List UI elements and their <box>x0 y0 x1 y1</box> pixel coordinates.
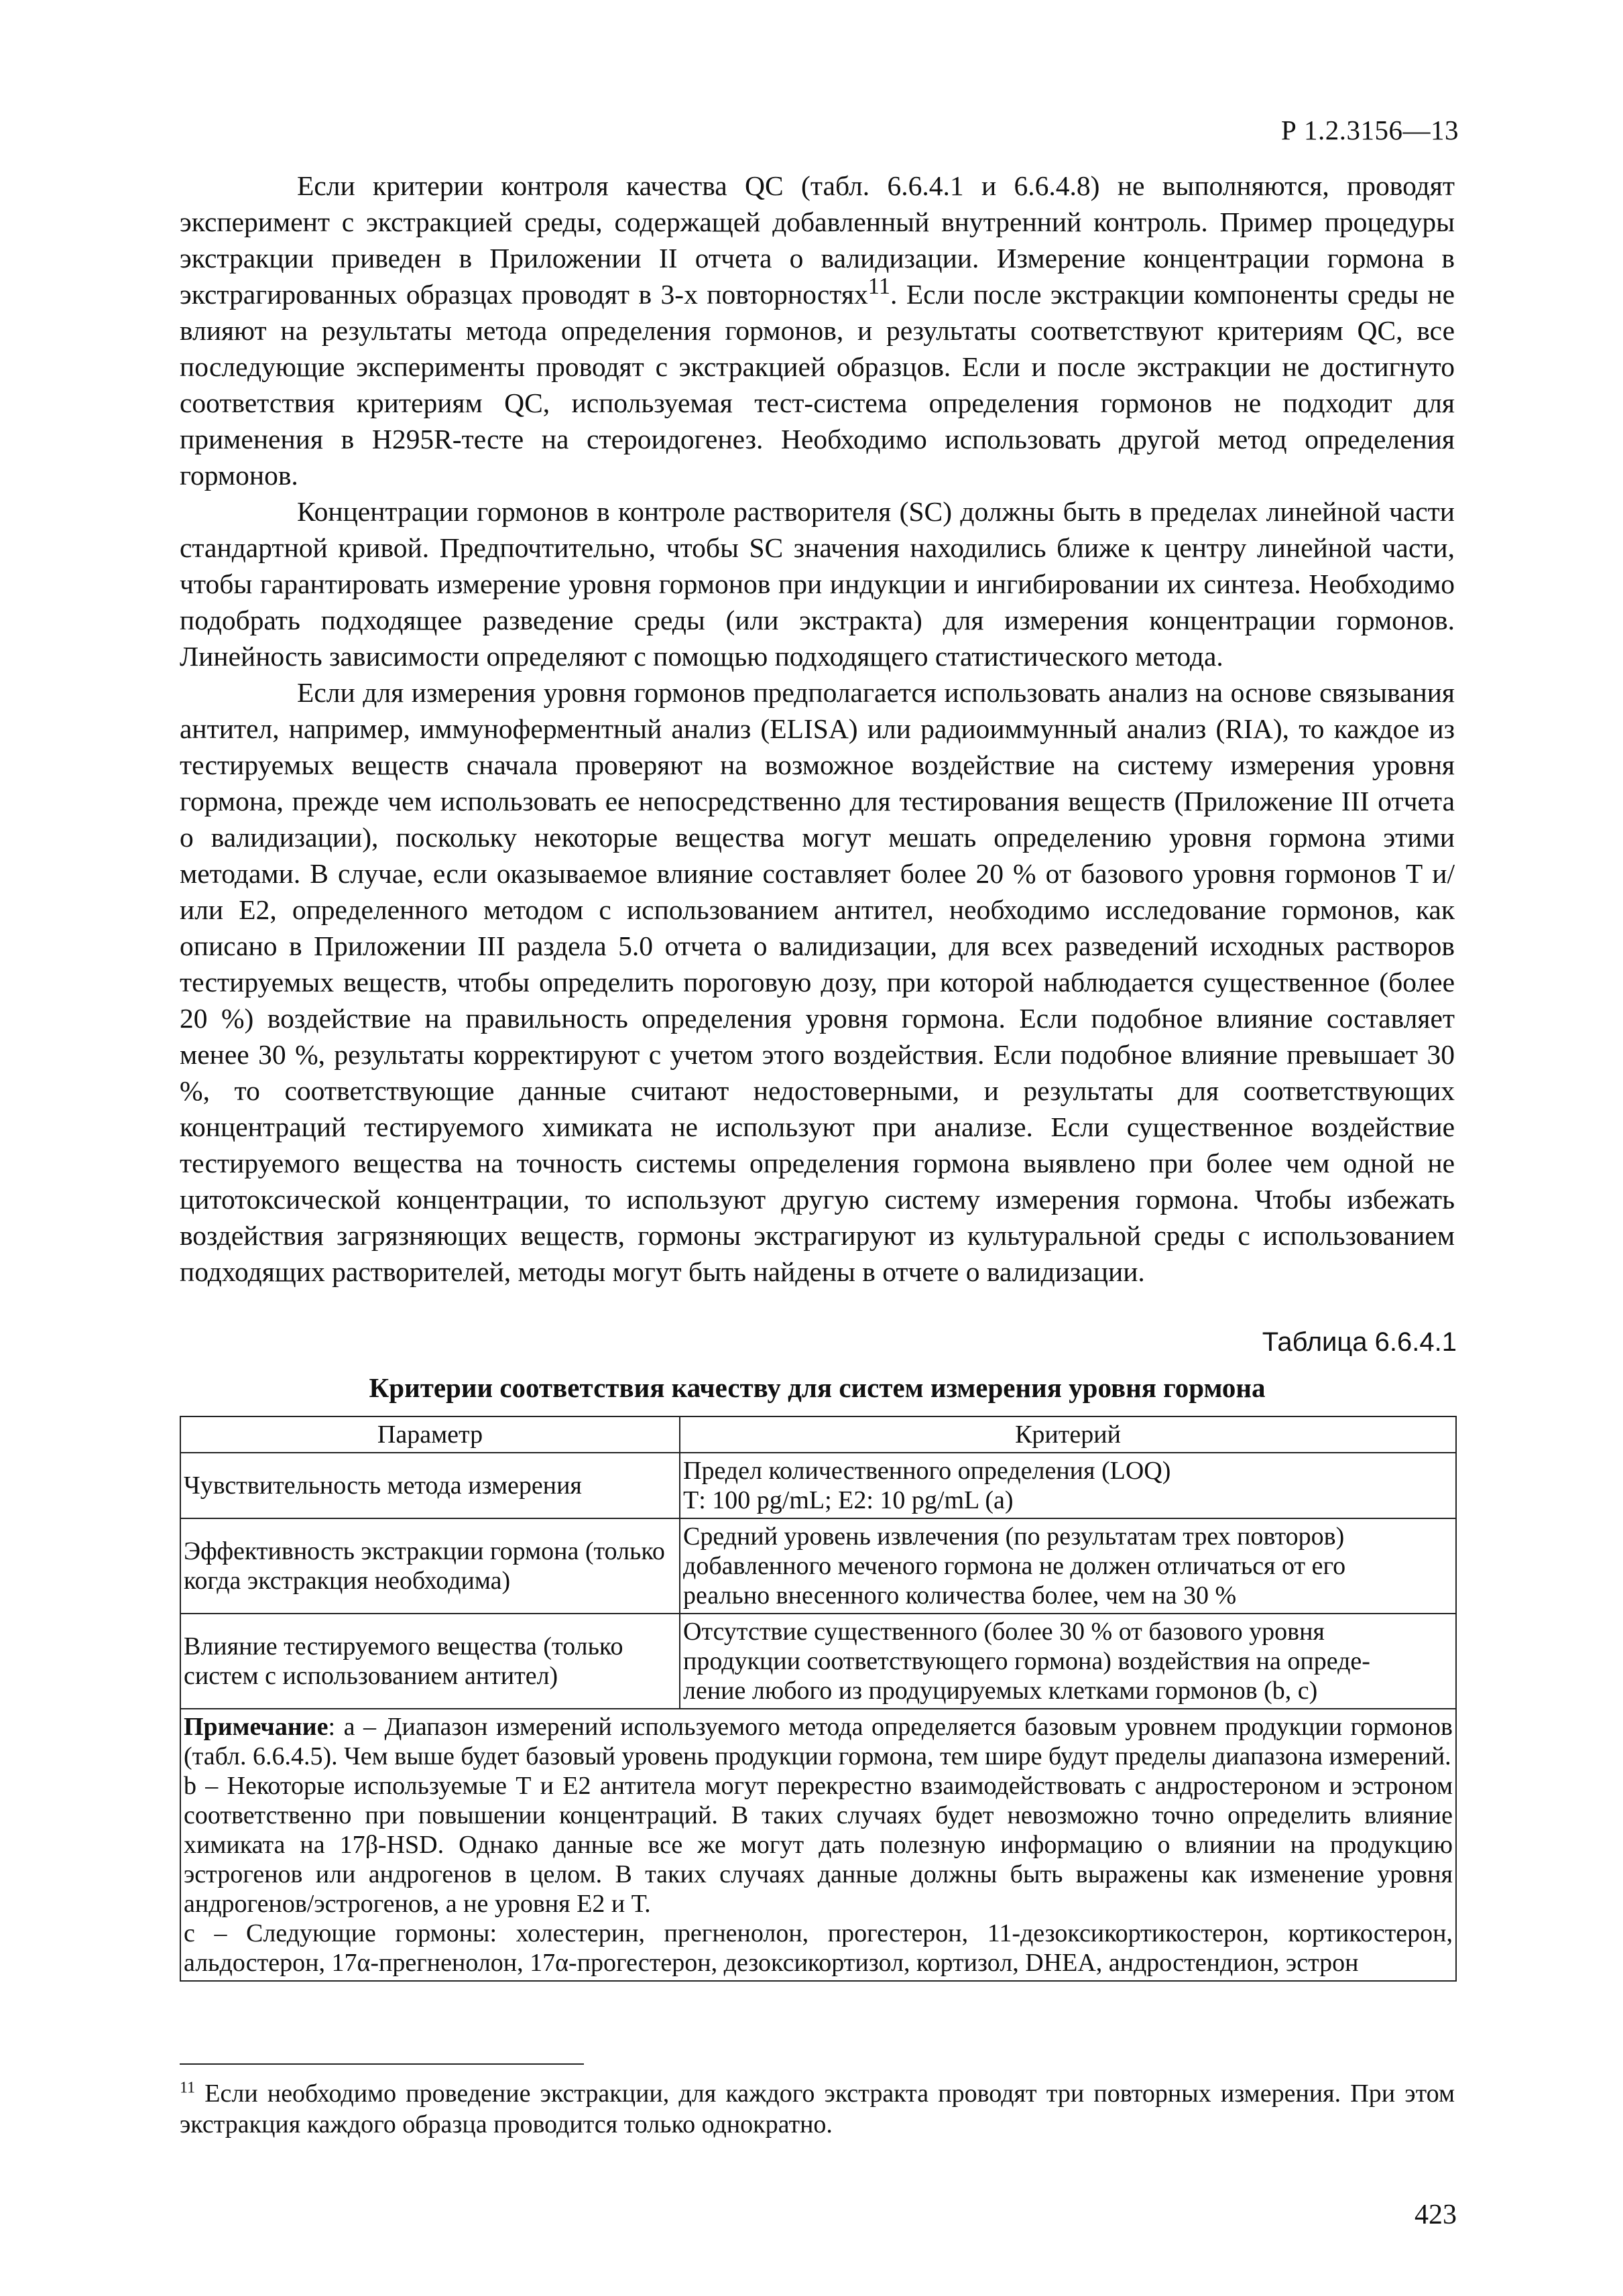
paragraph-text: Если критерии контроля качества QC (табл. 6.6.4.1 и 6.6.4.8) не выполняются, проводят эксперимент с экстракцией среды, содержащей добавленный внутренний контроль. Пример процедуры экстракции приведен в Приложении II отчета о валидизации. Измерение концентрации гормона в экстрагированных образцах проводят в 3-х повторностях <box>180 170 1455 310</box>
document-code: Р 1.2.3156—13 <box>1280 115 1459 145</box>
criterion-cell <box>680 1453 1456 1518</box>
criterion-cell <box>680 1518 1456 1614</box>
criterion-line: реально внесенного количества более, чем на 30 % <box>683 1581 1237 1610</box>
note-b: b – Некоторые используемые Т и Е2 антитела могут перекрестно взаимодействовать с андростероном и эстроном соответственно при повышении концентраций. В таких случаях будет невозможно точно определить влияние химиката на 17β-HSD. Однако данные все же могут дать полезную информацию о влиянии на продукцию эстрогенов или андрогенов в целом. В таких случаях данные должны быть выражены как изменение уровня андрогенов/эстрогенов, а не уровня Е2 и Т. <box>184 1772 1453 1918</box>
criteria-table <box>180 1416 1457 1982</box>
footnote-number: 11 <box>180 2079 196 2097</box>
table-label: Таблица 6.6.4.1 <box>1262 1327 1457 1357</box>
paragraph-text: . Если после экстракции компоненты среды не влияют на результаты метода определения гормонов, и результаты соответствуют критериям QC, все последующие эксперименты проводят с экстракцией образцов. Если и после экстракции не достигнуто соответствия критериям QC, используемая тест-система определения гормонов не подходит для применения в H295R-тесте на стероидогенез. Необходимо использовать другой метод определения гормонов. <box>180 279 1455 491</box>
paragraph-qc-extraction <box>180 168 1455 493</box>
table-note-row <box>180 1709 1456 1981</box>
criterion-line: Средний уровень извлечения (по результатам трех повторов) <box>683 1522 1345 1551</box>
header-criterion: Критерий <box>680 1416 1456 1453</box>
table-note <box>180 1709 1456 1981</box>
footnote <box>180 2078 1455 2140</box>
page-number: 423 <box>1415 2199 1457 2230</box>
criterion-line: Отсутствие существенного (более 30 % от базового уровня <box>683 1618 1325 1646</box>
criterion-line: добавленного меченого гормона не должен отличаться от его <box>683 1552 1346 1580</box>
param-cell: Эффективность экстракции гормона (только когда экстракция необходима) <box>180 1518 680 1614</box>
criterion-line: ление любого из продуцируемых клетками гормонов (b, c) <box>683 1677 1318 1705</box>
note-label: Примечание <box>184 1713 328 1741</box>
table-row <box>180 1453 1456 1518</box>
paragraph-antibody-assay: Если для измерения уровня гормонов предполагается использовать анализ на основе связывания антител, например, иммуноферментный анализ (ELISA) или радиоиммунный анализ (RIA), то каждое из тестируемых веществ сначала проверяют на возможное воздействие на систему измерения уровня гормона, прежде чем использовать ее непосредственно для тестирования веществ (Приложение III отчета о валидизации), поскольку некоторые вещества могут мешать определению уровня гормона этими методами. В случае, если оказываемое влияние составляет более 20 % от базового уровня гормонов Т и/или Е2, определенного методом с использованием антител, необходимо исследование гормонов, как описано в Приложении III раздела 5.0 отчета о валидизации, для всех разведений исходных растворов тестируемых веществ, чтобы определить пороговую дозу, при которой наблюдается существенное (более 20 %) воздействие на правильность определения уровня гормона. Если подобное влияние составляет менее 30 %, результаты корректируют с учетом этого воздействия. Если подобное влияние превышает 30 %, то соответствующие данные считают недостоверными, и результаты для соответствующих концентраций тестируемого химиката не используют при анализе. Если существенное воздействие тестируемого вещества на точность системы определения гормона выявлено при более чем одной не цитотоксической концентрации, то используют другую систему измерения гормона. Чтобы избежать воздействия загрязняющих веществ, гормоны экстрагируют из культуральной среды с использованием подходящих растворителей, методы могут быть найдены в отчете о валидизации. <box>180 677 1455 1287</box>
body-text <box>180 168 1455 1290</box>
table-row <box>180 1518 1456 1614</box>
note-text: : а – Диапазон измерений используемого метода определяется базовым уровнем продукции гормонов (табл. 6.6.4.5). Чем выше будет базовый уровень продукции гормона, тем шире будут пределы диапазона измерений. <box>184 1713 1453 1770</box>
table-title: Критерии соответствия качеству для систем измерения уровня гормона <box>369 1372 1266 1403</box>
param-cell: Чувствительность метода измерения <box>180 1453 680 1518</box>
paragraph-solvent-control: Концентрации гормонов в контроле растворителя (SC) должны быть в пределах линейной части стандартной кривой. Предпочтительно, чтобы SC значения находились ближе к центру линейной части, чтобы гарантировать измерение уровня гормонов при индукции и ингибировании их синтеза. Необходимо подобрать подходящее разведение среды (или экстракта) для измерения концентрации гормонов. Линейность зависимости определяют с помощью подходящего статистического метода. <box>180 496 1455 672</box>
criterion-line: Предел количественного определения (LOQ) <box>683 1457 1171 1485</box>
table-header-row <box>180 1416 1456 1453</box>
note-a <box>184 1712 1453 1771</box>
criterion-line: продукции соответствующего гормона) воздействия на опреде- <box>683 1647 1370 1675</box>
table-row <box>180 1614 1456 1709</box>
criterion-line: Т: 100 pg/mL; Е2: 10 pg/mL (а) <box>683 1486 1014 1514</box>
header-param: Параметр <box>180 1416 680 1453</box>
footnote-ref: 11 <box>867 274 891 300</box>
criterion-cell <box>680 1614 1456 1709</box>
note-c: с – Следующие гормоны: холестерин, прегненолон, прогестерон, 11-дезоксикортикостерон, кортикостерон, альдостерон, 17α-прегненолон, 17α-прогестерон, дезоксикортизол, кортизол, DHEA, андростендион, эстрон <box>184 1919 1453 1977</box>
param-cell: Влияние тестируемого вещества (только систем с использованием антител) <box>180 1614 680 1709</box>
footnote-text: Если необходимо проведение экстракции, для каждого экстракта проводят три повторных измерения. При этом экстракция каждого образца проводится только однократно. <box>180 2079 1455 2138</box>
footnote-divider <box>180 2063 584 2065</box>
